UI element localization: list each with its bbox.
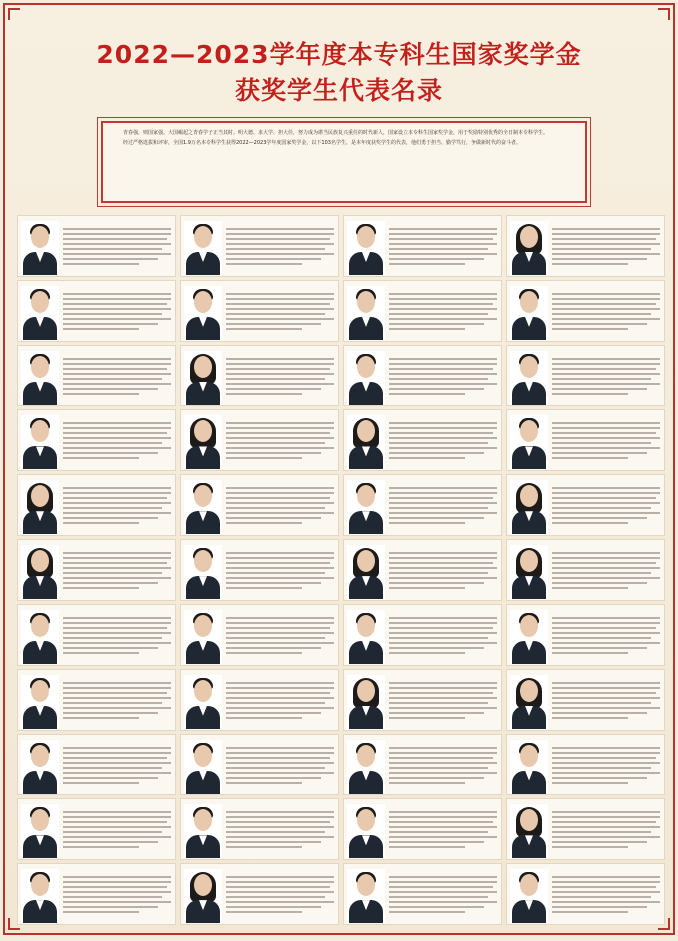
student-card xyxy=(343,798,502,860)
student-bio xyxy=(63,682,171,722)
student-bio xyxy=(389,293,497,333)
student-photo xyxy=(184,480,222,534)
student-photo xyxy=(21,545,59,599)
student-photo xyxy=(510,286,548,340)
poster xyxy=(3,3,675,935)
student-photo xyxy=(510,740,548,794)
student-bio xyxy=(552,876,660,916)
student-bio xyxy=(226,811,334,851)
student-bio xyxy=(63,293,171,333)
student-bio xyxy=(226,552,334,592)
student-card xyxy=(180,280,339,342)
student-card xyxy=(506,798,665,860)
student-photo xyxy=(184,675,222,729)
student-photo xyxy=(21,351,59,405)
student-card xyxy=(17,215,176,277)
student-photo xyxy=(21,221,59,275)
student-bio xyxy=(63,228,171,268)
student-card xyxy=(17,669,176,731)
student-bio xyxy=(389,487,497,527)
student-photo xyxy=(347,221,385,275)
student-card xyxy=(506,604,665,666)
student-card xyxy=(343,734,502,796)
student-photo xyxy=(21,415,59,469)
student-card xyxy=(506,539,665,601)
corner-ornament xyxy=(658,8,670,20)
student-card xyxy=(343,863,502,925)
student-photo xyxy=(347,480,385,534)
student-card xyxy=(506,345,665,407)
student-photo xyxy=(510,675,548,729)
student-photo xyxy=(347,804,385,858)
student-photo xyxy=(21,740,59,794)
student-card xyxy=(180,215,339,277)
student-photo xyxy=(21,804,59,858)
student-card xyxy=(506,215,665,277)
student-photo xyxy=(21,610,59,664)
student-bio xyxy=(552,487,660,527)
student-photo xyxy=(21,675,59,729)
page-subtitle: 获奖学生代表名录 xyxy=(234,76,443,105)
student-bio xyxy=(389,811,497,851)
student-bio xyxy=(226,876,334,916)
student-bio xyxy=(226,422,334,462)
student-bio xyxy=(389,228,497,268)
student-photo xyxy=(510,545,548,599)
student-bio xyxy=(63,876,171,916)
student-bio xyxy=(552,358,660,398)
student-card xyxy=(180,669,339,731)
student-photo xyxy=(21,286,59,340)
student-card xyxy=(180,345,339,407)
student-bio xyxy=(63,617,171,657)
student-bio xyxy=(552,228,660,268)
student-photo xyxy=(510,351,548,405)
student-card xyxy=(17,474,176,536)
student-bio xyxy=(552,747,660,787)
student-card xyxy=(506,280,665,342)
student-bio xyxy=(226,747,334,787)
student-card xyxy=(180,474,339,536)
student-bio xyxy=(552,422,660,462)
corner-ornament xyxy=(8,8,20,20)
student-photo xyxy=(347,351,385,405)
student-photo xyxy=(21,869,59,923)
student-card xyxy=(180,798,339,860)
student-card xyxy=(343,215,502,277)
student-card xyxy=(17,798,176,860)
student-card xyxy=(180,409,339,471)
intro-paragraph: 青春强，则国家强。大国崛起之青春学子正当其时。明大德、求大学、担大任，努力成为堪当民族复兴重任的时代新人，国家设立本专科生国家奖学金，用于奖励特别优秀的全日制本专科学生。 xyxy=(123,130,549,136)
student-card xyxy=(506,863,665,925)
student-photo xyxy=(510,869,548,923)
student-card xyxy=(17,863,176,925)
student-bio xyxy=(389,682,497,722)
student-photo xyxy=(510,480,548,534)
page-title: 2022—2023学年度本专科生国家奖学金 xyxy=(96,40,582,69)
student-bio xyxy=(63,487,171,527)
student-photo xyxy=(184,610,222,664)
student-bio xyxy=(552,293,660,333)
student-card xyxy=(506,734,665,796)
student-photo xyxy=(347,675,385,729)
student-bio xyxy=(552,811,660,851)
student-bio xyxy=(226,617,334,657)
student-card xyxy=(17,604,176,666)
student-photo xyxy=(347,545,385,599)
student-card xyxy=(17,280,176,342)
student-photo xyxy=(347,869,385,923)
student-photo xyxy=(347,415,385,469)
student-photo xyxy=(184,415,222,469)
intro-paragraph: 经过严格选拔和评审，全国1.9万名本专科学生获得2022—2023学年度国家奖学金，以下103名学生，是本年度获奖学生的代表，他们勇于担当、勤学笃行，争做新时代的奋斗者。 xyxy=(123,140,521,146)
student-bio xyxy=(552,617,660,657)
student-card xyxy=(343,604,502,666)
student-bio xyxy=(63,552,171,592)
student-card xyxy=(17,345,176,407)
student-bio xyxy=(389,876,497,916)
student-bio xyxy=(63,422,171,462)
student-photo xyxy=(510,415,548,469)
intro-box xyxy=(101,121,587,203)
student-photo xyxy=(21,480,59,534)
student-photo xyxy=(184,740,222,794)
student-photo xyxy=(184,869,222,923)
student-photo xyxy=(184,545,222,599)
student-grid xyxy=(17,215,665,925)
student-bio xyxy=(552,552,660,592)
student-card xyxy=(343,409,502,471)
student-bio xyxy=(63,358,171,398)
student-bio xyxy=(63,747,171,787)
student-card xyxy=(343,345,502,407)
student-photo xyxy=(347,286,385,340)
student-card xyxy=(17,409,176,471)
student-card xyxy=(506,474,665,536)
student-photo xyxy=(184,221,222,275)
student-card xyxy=(506,669,665,731)
student-card xyxy=(506,409,665,471)
student-photo xyxy=(347,740,385,794)
student-bio xyxy=(226,228,334,268)
student-photo xyxy=(184,286,222,340)
student-card xyxy=(17,539,176,601)
student-bio xyxy=(389,747,497,787)
student-bio xyxy=(389,617,497,657)
student-bio xyxy=(226,358,334,398)
student-photo xyxy=(510,610,548,664)
student-bio xyxy=(226,682,334,722)
student-card xyxy=(343,474,502,536)
student-bio xyxy=(226,293,334,333)
student-bio xyxy=(63,811,171,851)
student-card xyxy=(180,734,339,796)
student-card xyxy=(17,734,176,796)
student-card xyxy=(343,669,502,731)
student-card xyxy=(180,539,339,601)
student-card xyxy=(180,604,339,666)
student-bio xyxy=(389,358,497,398)
student-photo xyxy=(184,351,222,405)
student-card xyxy=(180,863,339,925)
student-photo xyxy=(510,221,548,275)
student-photo xyxy=(184,804,222,858)
student-photo xyxy=(347,610,385,664)
student-card xyxy=(343,539,502,601)
student-photo xyxy=(510,804,548,858)
student-bio xyxy=(552,682,660,722)
student-bio xyxy=(226,487,334,527)
student-bio xyxy=(389,422,497,462)
student-card xyxy=(343,280,502,342)
student-bio xyxy=(389,552,497,592)
